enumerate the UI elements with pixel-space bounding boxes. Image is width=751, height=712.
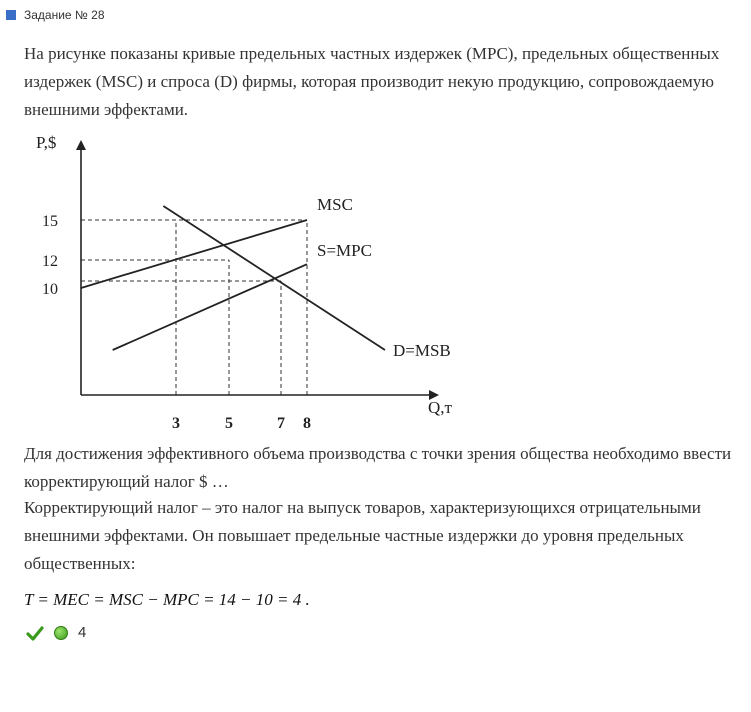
y-tick-label: 12 [42, 253, 58, 270]
x-tick-label: 8 [303, 415, 311, 432]
x-tick-label: 3 [172, 415, 180, 432]
series-line-s-mpc [113, 264, 307, 350]
x-tick-label: 7 [277, 415, 285, 432]
formula: T = MEC = MSC − MPC = 14 − 10 = 4 . [24, 590, 310, 609]
answer-value: 4 [78, 624, 87, 641]
y-tick-label: 10 [42, 281, 58, 298]
x-axis-label: Q,т [428, 398, 452, 417]
chart-svg [30, 128, 480, 438]
task-header [6, 8, 105, 22]
x-tick-label: 5 [225, 415, 233, 432]
y-tick-label: 15 [42, 213, 58, 230]
series-label-d-msb: D=MSB [393, 341, 451, 360]
chart [30, 128, 480, 438]
checkmark-icon [26, 625, 44, 641]
radio-selected-icon[interactable] [54, 626, 68, 640]
y-axis-label: P,$ [36, 133, 57, 152]
series-line-d-msb [163, 206, 385, 350]
prompt-text: Для достижения эффективного объема производства с точки зрения общества необходимо ввести корректирующий налог $ … [24, 444, 732, 491]
series-label-s-mpc: S=MPC [317, 241, 372, 261]
question-text: На рисунке показаны кривые предельных частных издержек (MPC), предельных общественных издержек (MSC) и спроса (D) фирмы, которая производит некую продукцию, сопровождаемую внешними эффектами. [24, 44, 720, 119]
task-title: Задание № 28 [24, 8, 105, 22]
answer-row [26, 624, 86, 641]
series-label-msc: MSC [317, 195, 353, 214]
task-square-icon [6, 10, 16, 20]
explanation-text: Корректирующий налог – это налог на выпуск товаров, характеризующихся отрицательными внешними эффектами. Он повышает предельные частные издержки до уровня предельных общественных: [24, 498, 701, 573]
